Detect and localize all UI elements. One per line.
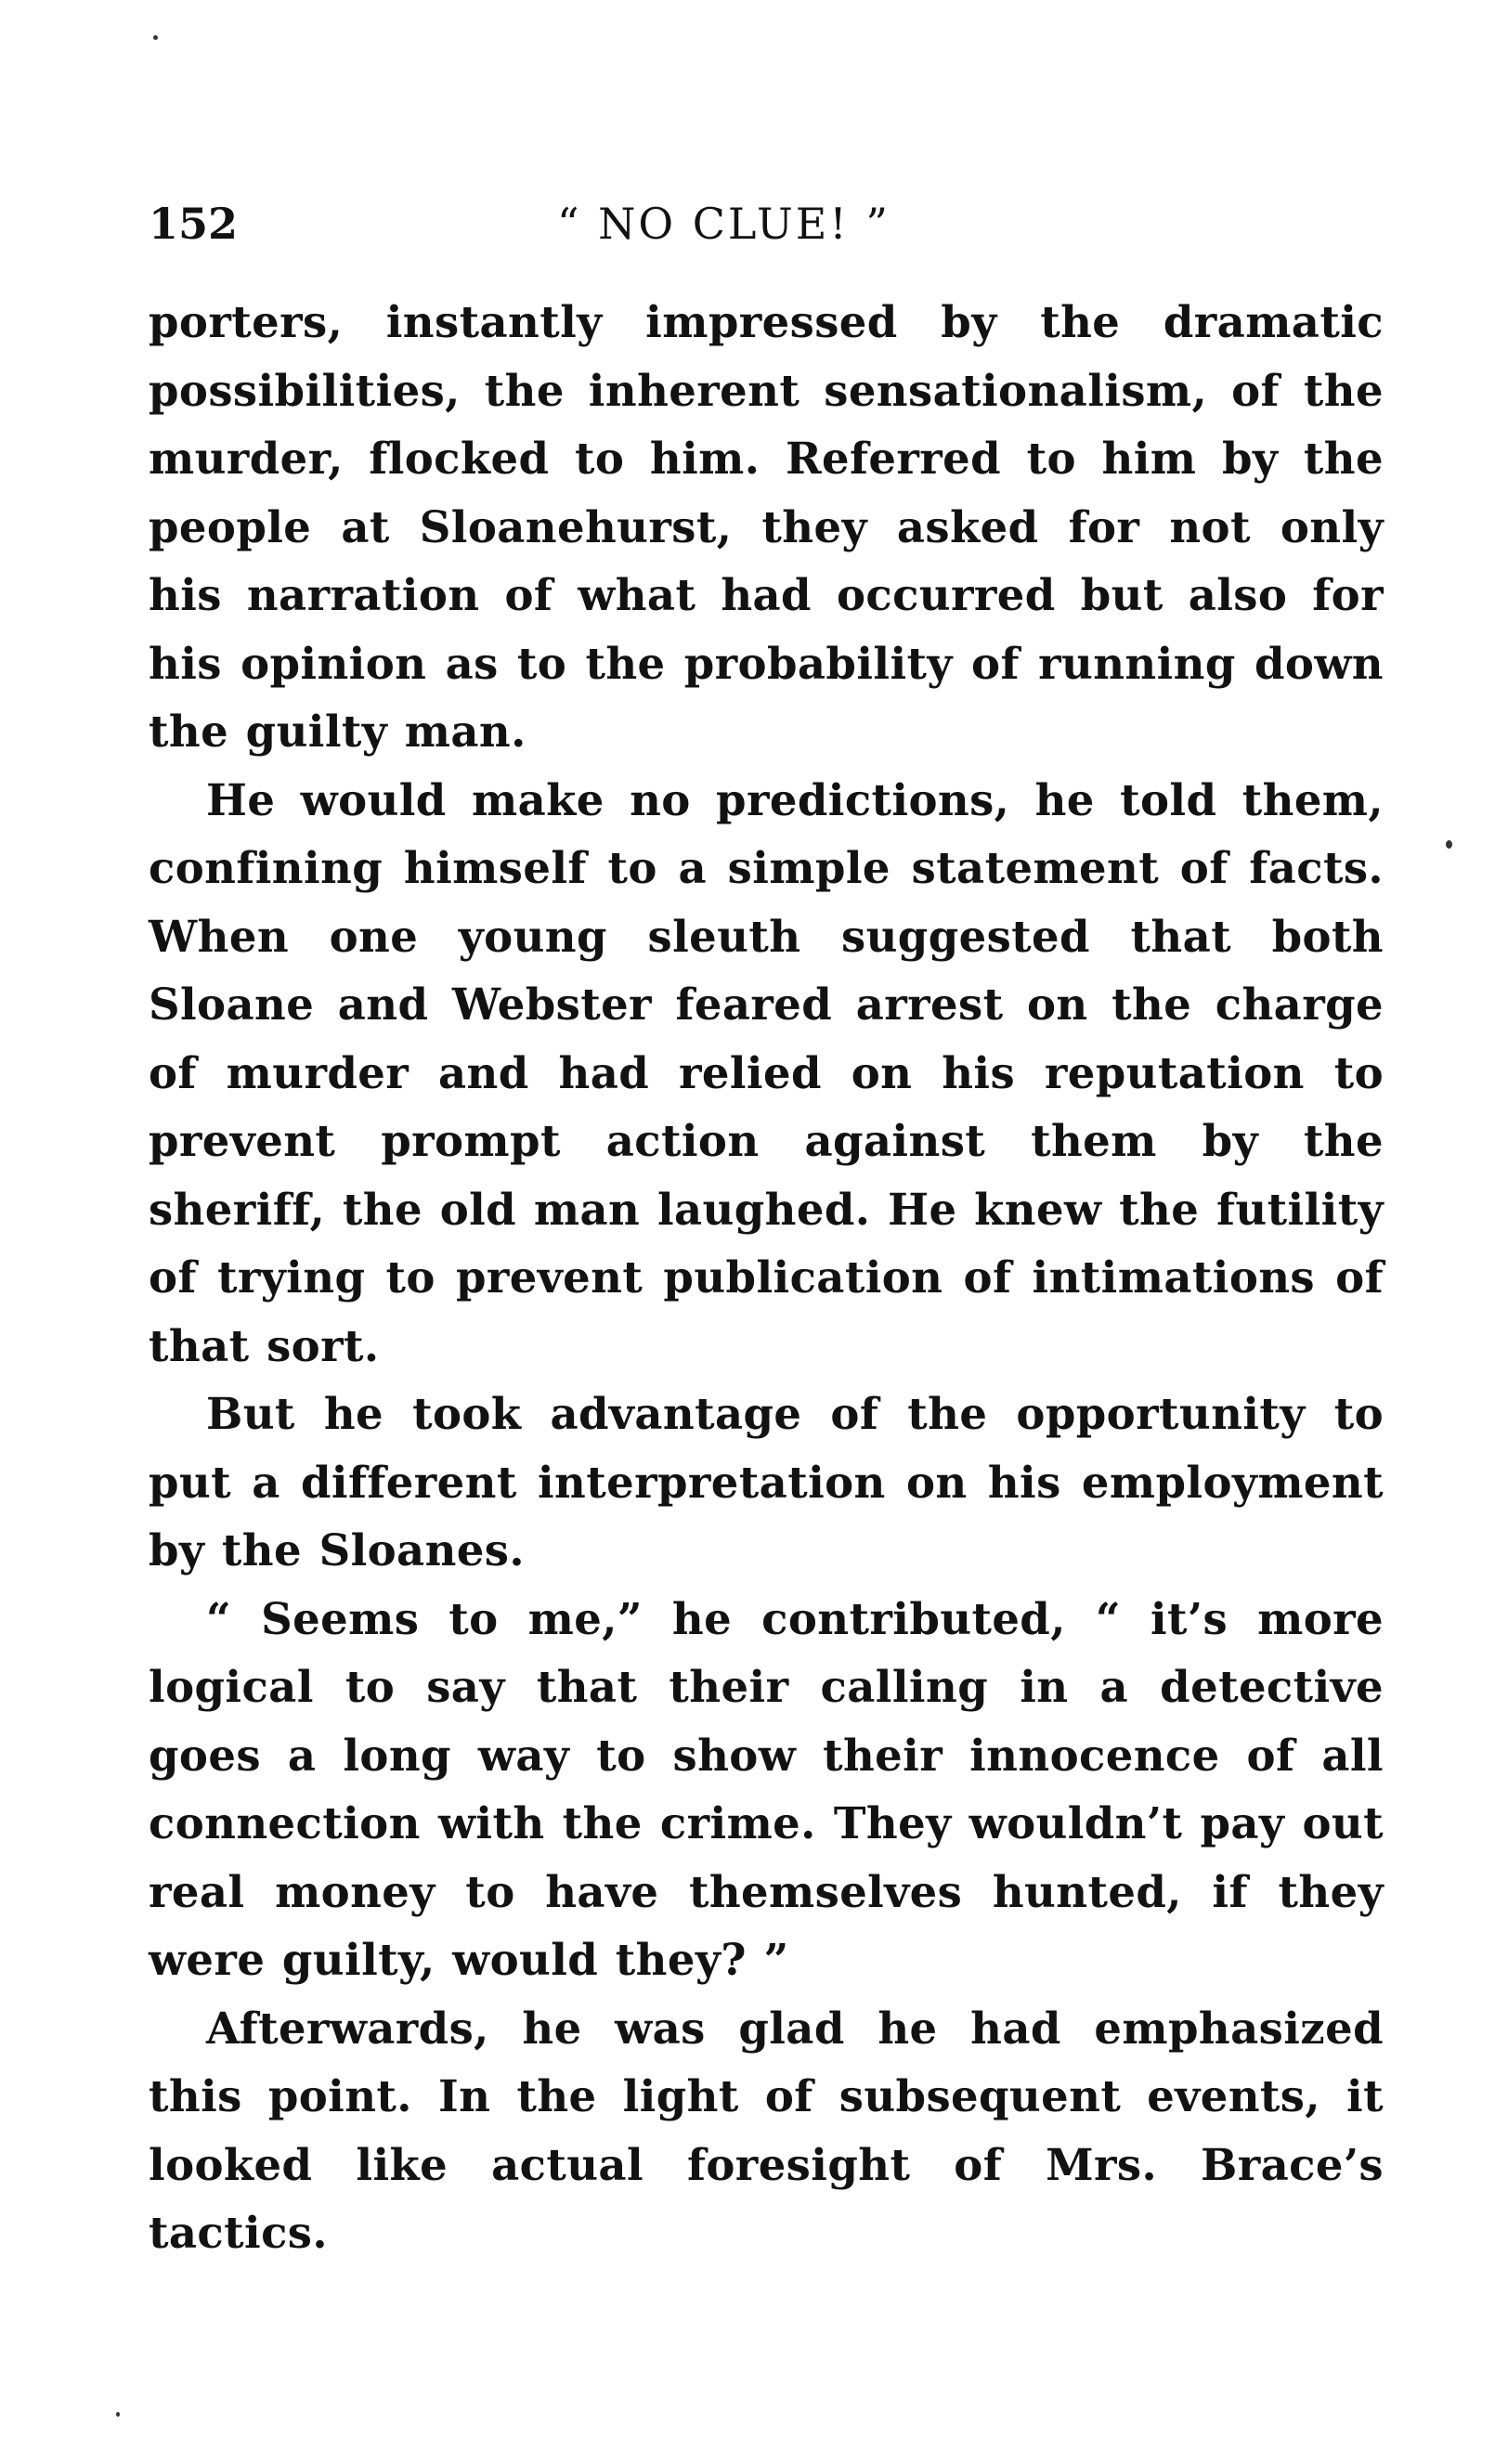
paragraph-1: porters, instantly impressed by the dramatic possibilities, the inherent sensationalism, of the murder, flocked to him. Referred to him by the people at Sloanehurst, they asked for not only his narration of what had occurred but also for his opinion as to the probability of running down the guilty man. [149,296,1384,757]
running-head [149,176,1384,288]
paragraph-5: Afterwards, he was glad he had emphasized this point. In the light of subsequent events, it looked like actual foresight of Mrs. Brace’s tactics. [149,2002,1384,2258]
page-content [149,176,1384,2267]
scan-speck [153,35,158,40]
body-text [149,288,1384,2267]
page-number: 152 [149,199,239,249]
paragraph-3: But he took advantage of the opportunity to put a different interpretation on his employment by the Sloanes. [149,1388,1384,1576]
paragraph-4: “ Seems to me,” he contributed, “ it’s more logical to say that their calling in a detective goes a long way to show their innocence of all connection with the crime. They wouldn’t pay out real money to have themselves hunted, if they were guilty, would they? ” [149,1592,1384,1985]
paragraph-2: He would make no predictions, he told them, confining himself to a simple statement of facts. When one young sleuth suggested that both Sloane and Webster feared arrest on the charge of murder and had relied on his reputation to prevent prompt action against them by the sheriff, the old man laughed. He knew the futility of trying to prevent publication of intimations of that sort. [149,773,1384,1371]
running-title: “ NO CLUE! ” [557,199,890,249]
scan-speck [116,2412,120,2417]
scan-speck [1446,840,1452,849]
